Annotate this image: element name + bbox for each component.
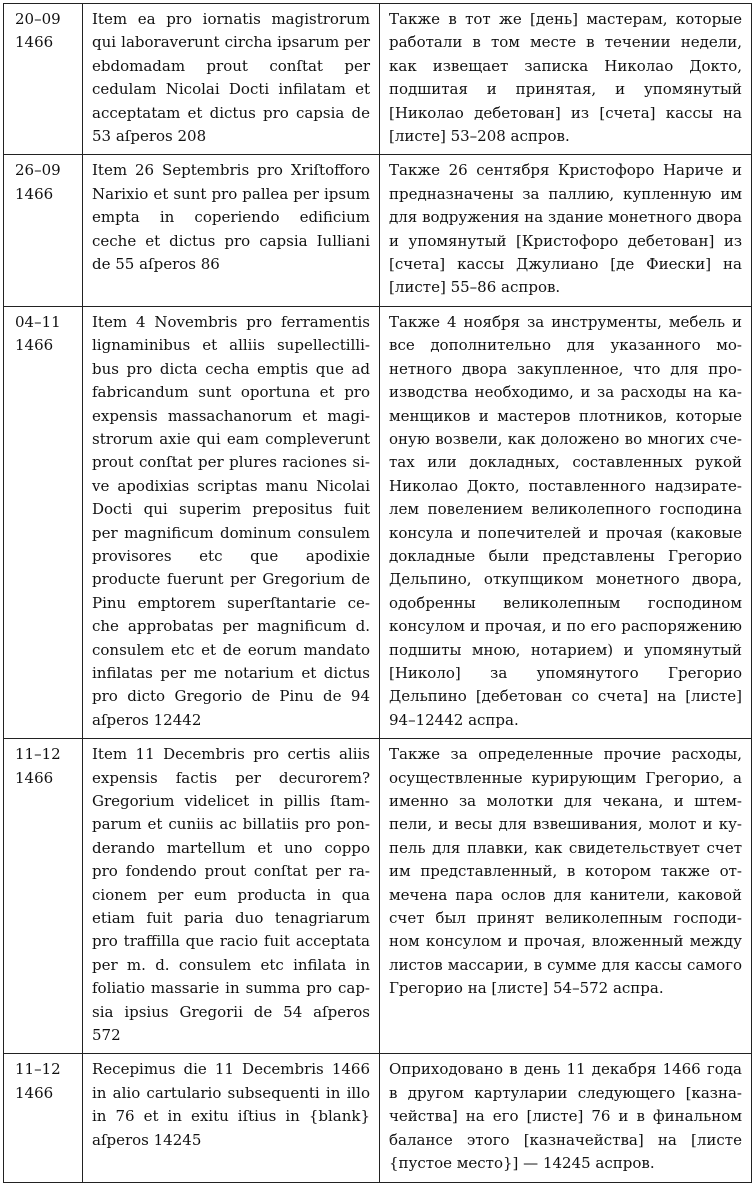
date-cell [4, 306, 83, 738]
russian-text: Также за определенные прочие расходы, осуществленные курирующим Грегорио, а именно за молотки для чекана, и штемпели, и весы для взвешивания, молот и купель для плавки, как свидетельствует счет им представленный, в котором также отмечена пара ослов для канители, каковой счет был принят великолепным господином консулом и прочая, вложенный между листов массарии, в сумме для кассы самого Грегорио на [листе] 54–572 аспра. [380, 739, 752, 1054]
entry-date-day: 11–12 [15, 745, 61, 764]
entry-date-year: 1466 [15, 336, 54, 355]
entry-date-year: 1466 [15, 1083, 54, 1102]
entry-date-year: 1466 [15, 184, 54, 203]
entry-date-day: 20–09 [15, 10, 61, 28]
table-row [4, 1054, 752, 1182]
table-row [4, 4, 752, 155]
latin-text: Item 11 Decembris pro certis aliis expensis factis per decurorem? Gregorium videlicet in pillis ſtamparum et cuniis ac billatiis pro ponderando martellum et uno coppo pro fondendo prout conſtat per racionem per eum producta in qua etiam fuit paria duo tenagriarum pro traffilla que racio fuit acceptata per m. d. consulem etc infilata in foliatio massarie in summa pro capsia ipsius Gregorii de 54 aſperos 572 [83, 739, 380, 1054]
entry-date-day: 04–11 [15, 312, 61, 331]
table-row [4, 155, 752, 306]
entry-date-year: 1466 [15, 768, 54, 787]
russian-text: Также в тот же [день] мастерам, которые работали в том месте в течении недели, как извещает записка Николао Докто, подшитая и принятая, и упомянутый [Николао дебетован] из [счета] кассы на [листе] 53–208 аспров. [380, 4, 752, 155]
date-cell [4, 4, 83, 155]
entry-date-day: 26–09 [15, 161, 61, 180]
table-row [4, 306, 752, 738]
russian-text: Также 4 ноября за инструменты, мебель и все дополнительно для указанного монетного двора закупленное, что для производства необходимо, и за расходы на каменщиков и мастеров плотников, которые оную возвели, как доложено во многих счетах или докладных, составленных рукой Николао Докто, поставленного надзирателем повелением великолепного господина консула и попечителей и прочая (каковые докладные были представлены Грегорио Дельпино, откупщиком монетного двора, одобренны великолепным господином консулом и прочая, и по его распоряжению подшиты мною, нотарием) и упомянутый [Николо] за упомянутого Грегорио Дельпино [дебетован со счета] на [листе] 94–12442 аспра. [380, 306, 752, 738]
date-cell [4, 739, 83, 1054]
date-cell [4, 155, 83, 306]
entry-date-day: 11–12 [15, 1060, 61, 1079]
latin-text: Item 26 Septembris pro Xriſtofforo Narixio et sunt pro pallea per ipsum empta in coperiendo edificium ceche et dictus pro capsia Iulliani de 55 aſperos 86 [83, 155, 380, 306]
entry-date-year: 1466 [15, 33, 54, 52]
table-row [4, 739, 752, 1054]
latin-text: Item ea pro iornatis magistrorum qui laboraverunt circha ipsarum per ebdomadam prout conſtat per cedulam Nicolai Docti infilatam et acceptatam et dictus pro capsia de 53 aſperos 208 [83, 4, 380, 155]
date-cell [4, 1054, 83, 1182]
latin-text: Recepimus die 11 Decembris 1466 in alio cartulario subsequenti in illo in 76 et in exitu iſtius in {blank} aſperos 14245 [83, 1054, 380, 1182]
ledger-table [3, 3, 752, 1183]
latin-text: Item 4 Novembris pro ferramentis lignaminibus et alliis supellectillibus pro dicta cecha emptis que ad fabricandum sunt oportuna et pro expensis massachanorum et magistrorum axie qui eam compleverunt prout conſtat per plures raciones sive apodixias scriptas manu Nicolai Docti qui superim prepositus fuit per magnificum dominum consulem provisores etc que apodixie producte fuerunt per Gregorium de Pinu emptorem superſtantarie ceche approbatas per magnificum d. consulem etc et de eorum mandato infilatas per me notarium et dictus pro dicto Gregorio de Pinu de 94 aſperos 12442 [83, 306, 380, 738]
russian-text: Оприходовано в день 11 декабря 1466 года в другом картуларии следующего [казначейства] на его [листе] 76 и в финальном балансе этого [казначейства] на [листе {пустое место}] — 14245 аспров. [380, 1054, 752, 1182]
russian-text: Также 26 сентября Кристофоро Нариче и предназначены за паллию, купленную им для водружения на здание монетного двора и упомянутый [Кристофоро дебетован] из [счета] кассы Джулиано [де Фиески] на [листе] 55–86 аспров. [380, 155, 752, 306]
